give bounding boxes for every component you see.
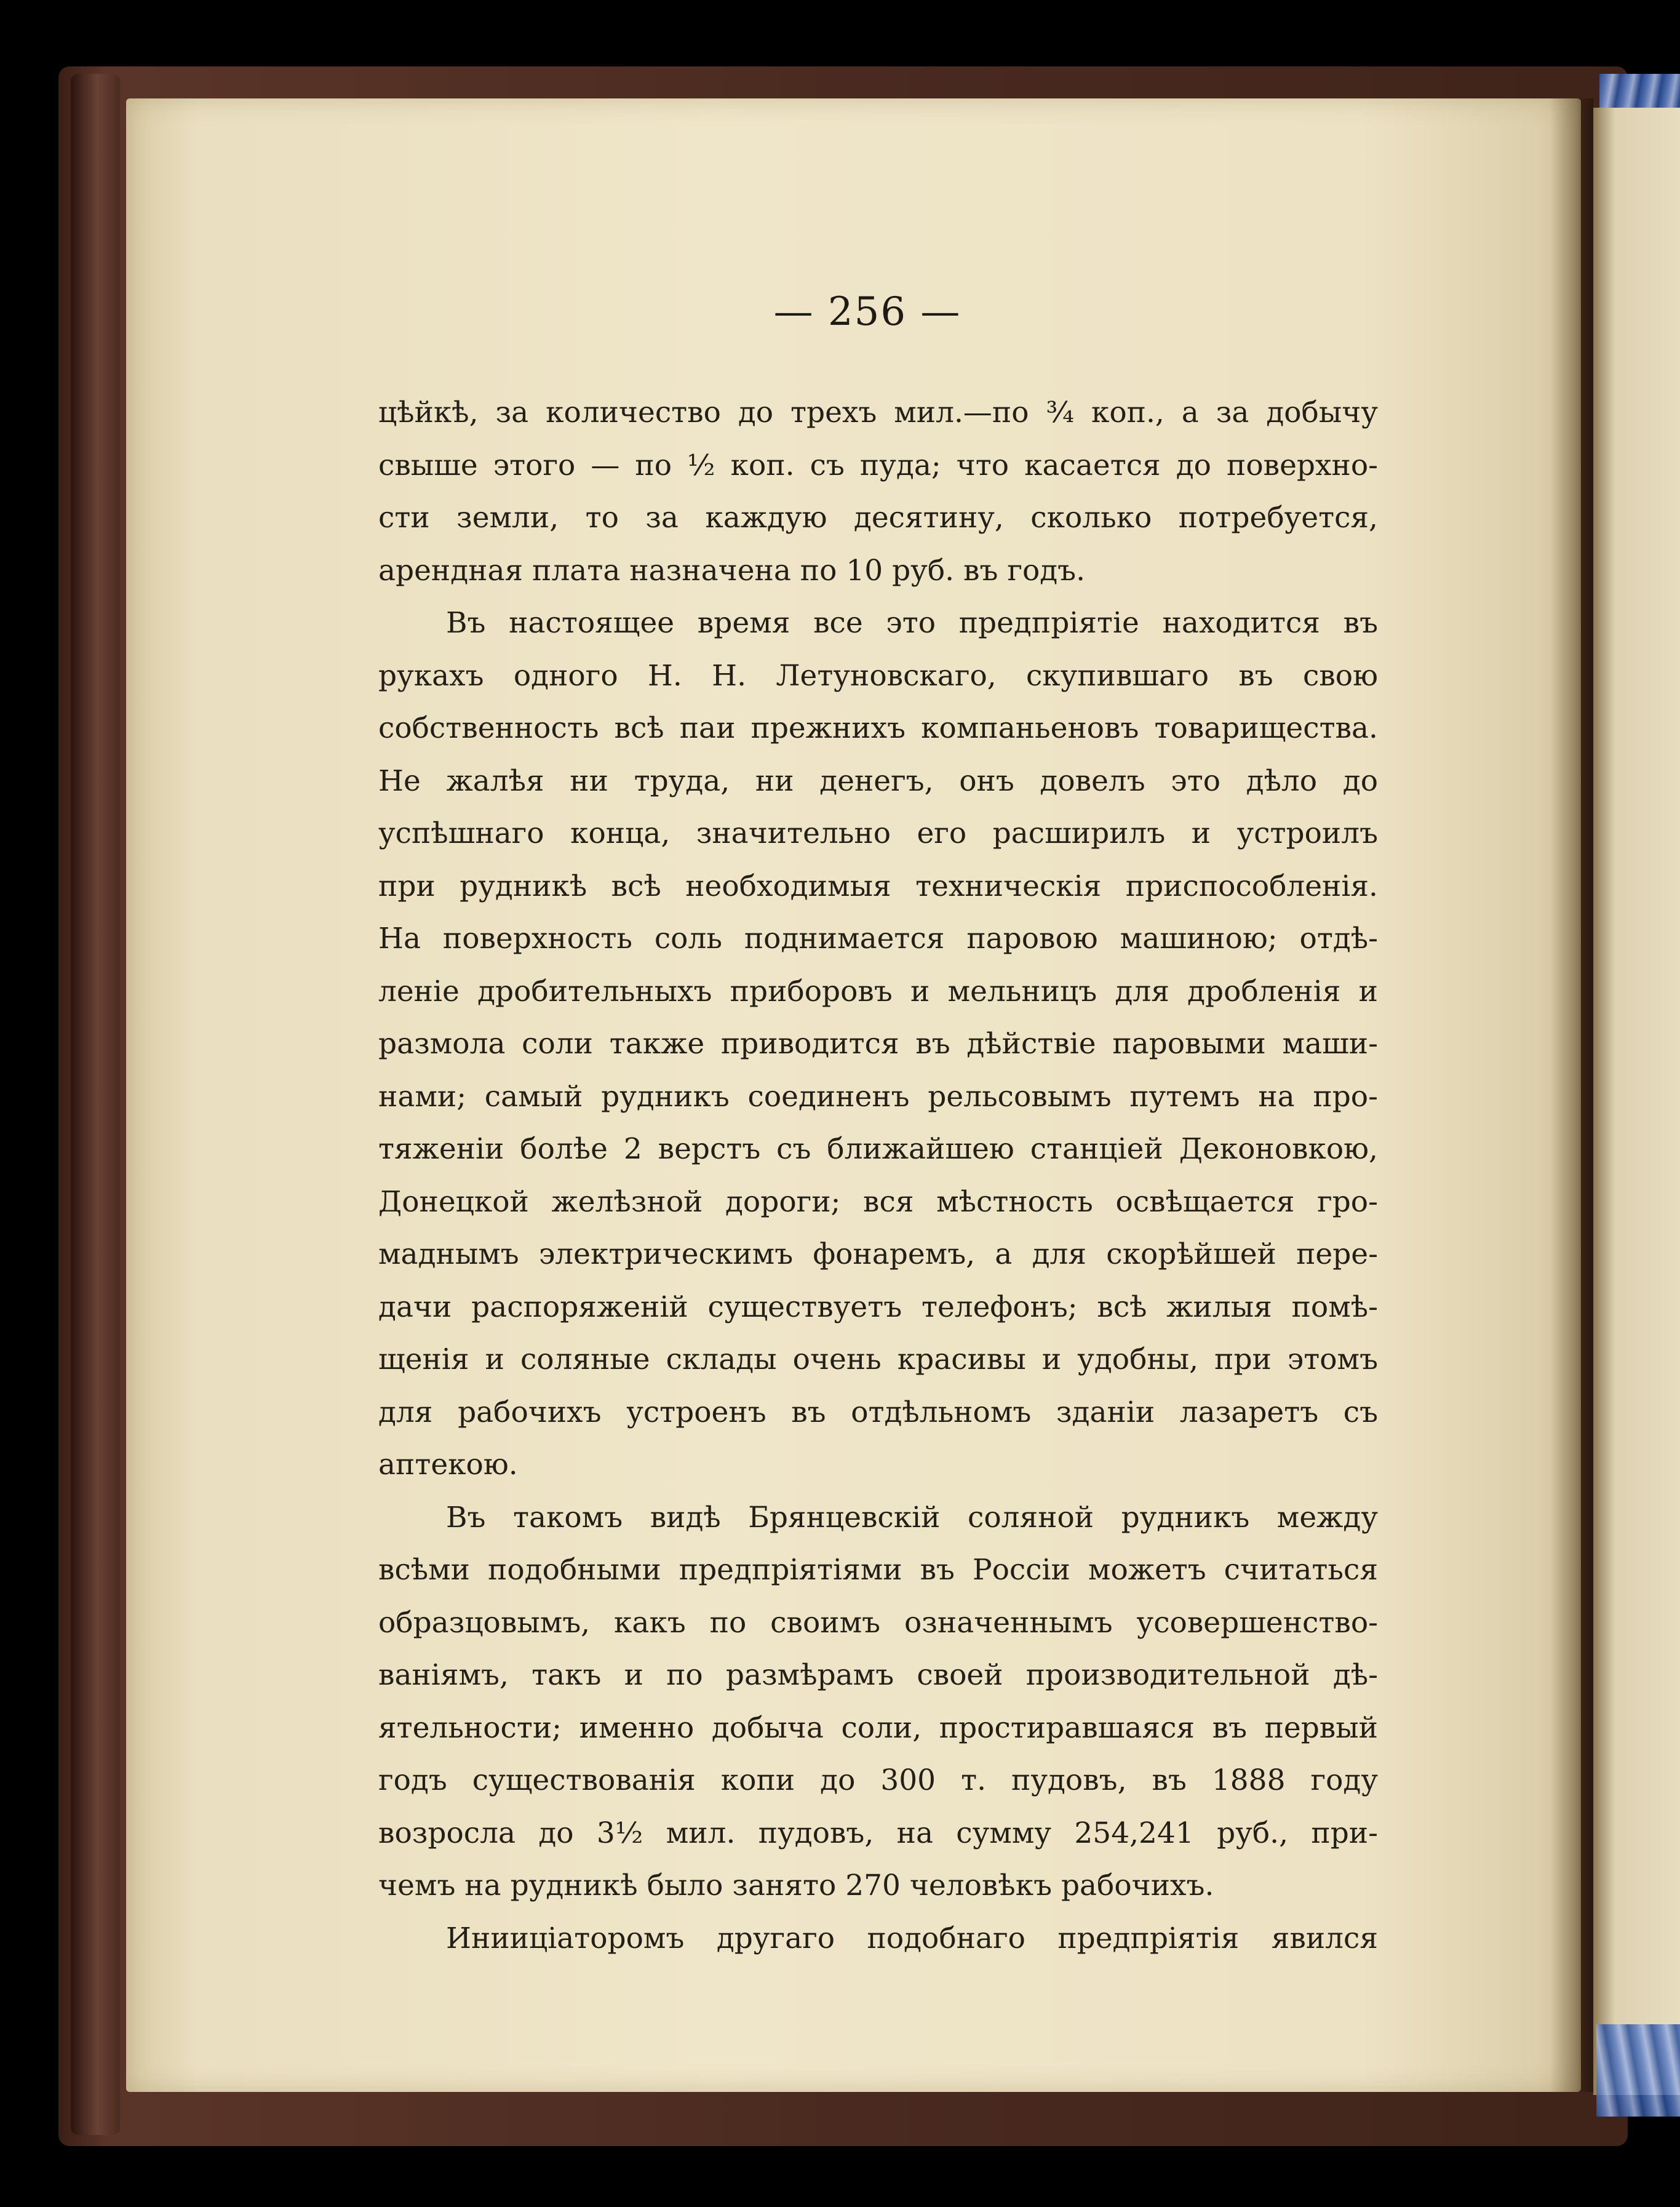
text-line: собственность всѣ паи прежнихъ компаньеновъ товарищества. (378, 711, 1378, 745)
text-line: сти земли, то за каждую десятину, сколько потребуется, (378, 501, 1378, 535)
text-line: Въ такомъ видѣ Брянцевскій соляной рудникъ между (446, 1500, 1378, 1535)
text-line: На поверхность соль поднимается паровою машиною; отдѣ- (378, 922, 1378, 956)
text-line: ятельности; именно добыча соли, простиравшаяся въ первый (378, 1710, 1378, 1745)
text-line: нами; самый рудникъ соединенъ рельсовымъ путемъ на про- (378, 1079, 1378, 1114)
text-line: размола соли также приводится въ дѣйствіе паровыми маши- (378, 1027, 1378, 1061)
text-line: образцовымъ, какъ по своимъ означеннымъ усовершенство- (378, 1605, 1378, 1640)
text-line: возросла до 3½ мил. пудовъ, на сумму 254,241 руб., при- (378, 1816, 1378, 1850)
marbled-page-edge-bottom (1596, 2024, 1680, 2117)
text-line: дачи распоряженій существуетъ телефонъ; всѣ жилыя помѣ- (378, 1290, 1378, 1324)
text-line: всѣми подобными предпріятіями въ Россіи можетъ считаться (378, 1553, 1378, 1587)
text-line: арендная плата назначена по 10 руб. въ годъ. (378, 553, 1086, 588)
text-line: рукахъ одного Н. Н. Летуновскаго, скупившаго въ свою (378, 658, 1378, 693)
text-line: чемъ на рудникѣ было занято 270 человѣкъ рабочихъ. (378, 1869, 1214, 1902)
page-gutter-shadow (1550, 98, 1593, 2092)
text-line: тяженіи болѣе 2 верстъ съ ближайшею станціей Деконовкою, (378, 1132, 1378, 1166)
text-line: Не жалѣя ни труда, ни денегъ, онъ довелъ это дѣло до (378, 764, 1378, 798)
text-line: ваніямъ, такъ и по размѣрамъ своей производительной дѣ- (378, 1658, 1378, 1692)
text-line: цѣйкѣ, за количество до трехъ мил.—по ¾ коп., а за добычу (378, 396, 1378, 429)
text-line: щенія и соляные склады очень красивы и удобны, при этомъ (378, 1343, 1378, 1376)
text-line: маднымъ электрическимъ фонаремъ, а для скорѣйшей пере- (378, 1237, 1378, 1271)
text-line: при рудникѣ всѣ необходимыя техническія приспособленія. (378, 869, 1378, 903)
book-spine-edge (71, 74, 120, 2135)
body-text (378, 386, 1378, 1965)
text-line: Донецкой желѣзной дороги; вся мѣстность освѣщается гро- (378, 1184, 1378, 1219)
facing-page-edge (1593, 108, 1680, 2095)
text-line: Въ настоящее время все это предпріятіе находится въ (446, 606, 1378, 640)
text-line: годъ существованія копи до 300 т. пудовъ, въ 1888 году (378, 1763, 1378, 1797)
text-line: свыше этого — по ½ коп. съ пуда; что касается до поверхно- (378, 448, 1378, 482)
text-line: Инииціаторомъ другаго подобнаго предпріятія явился (446, 1921, 1378, 1955)
text-line: успѣшнаго конца, значительно его расширилъ и устроилъ (378, 816, 1378, 850)
text-line: аптекою. (378, 1448, 518, 1482)
page-number: — 256 — (773, 289, 961, 335)
text-line: для рабочихъ устроенъ въ отдѣльномъ зданіи лазаретъ съ (378, 1395, 1378, 1429)
text-line: леніе дробительныхъ приборовъ и мельницъ для дробленія и (378, 974, 1378, 1008)
